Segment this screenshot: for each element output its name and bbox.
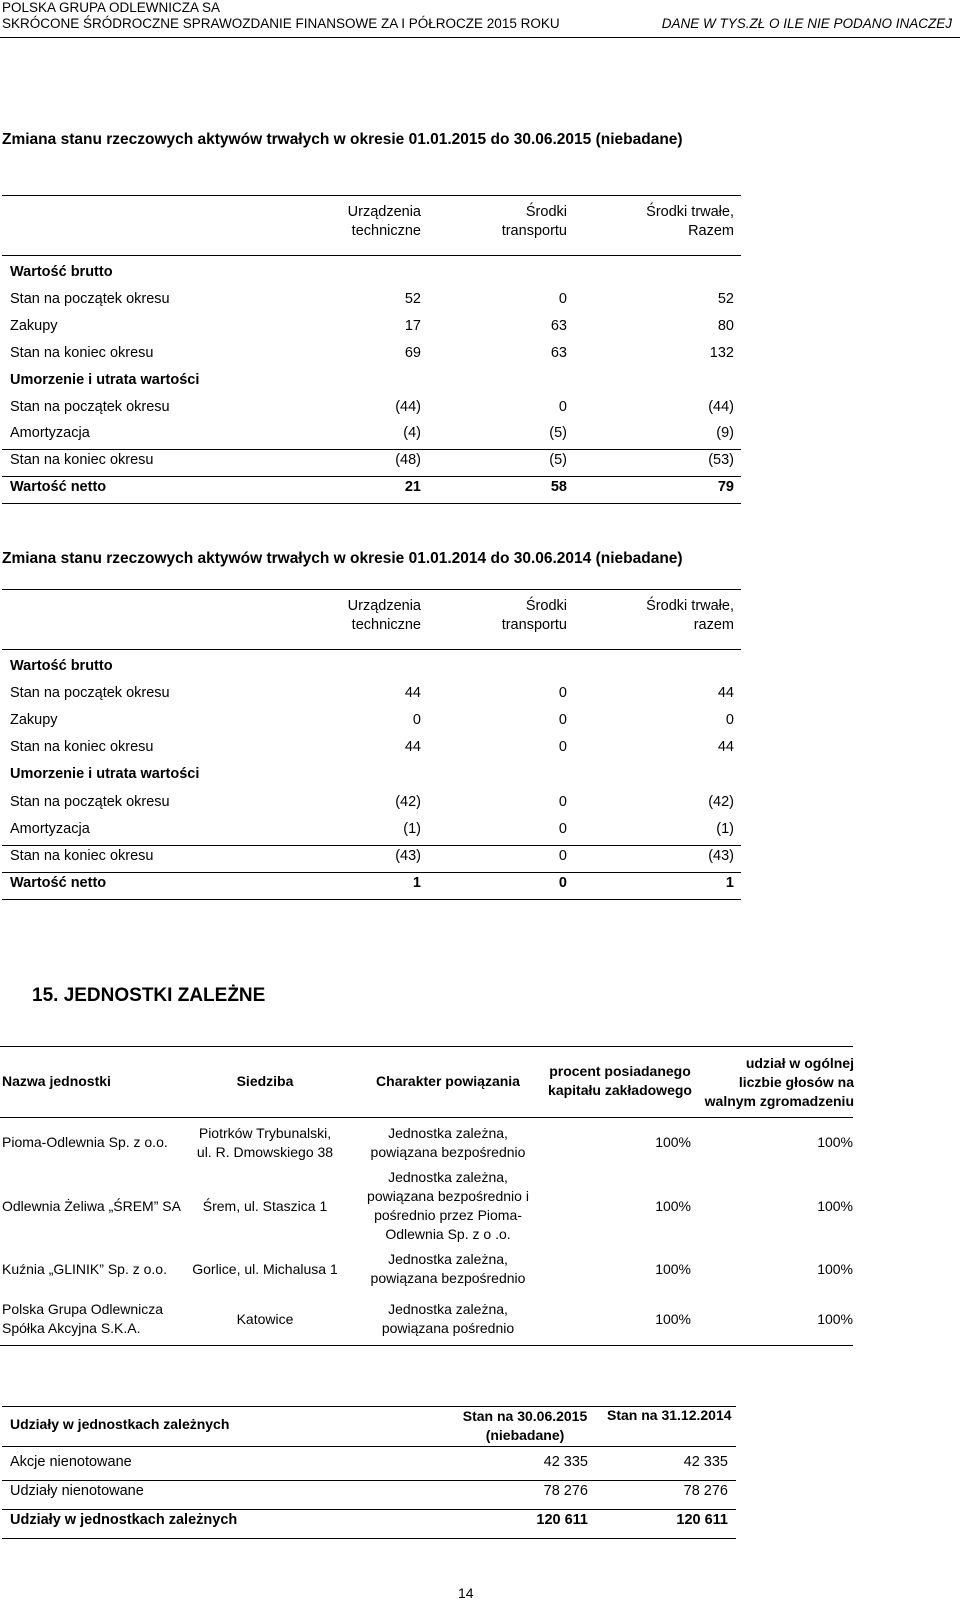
page-number: 14	[458, 1585, 474, 1601]
row-label: Akcje nienotowane	[10, 1454, 132, 1470]
row-value: 1	[412, 874, 421, 891]
row-value: 78 276	[543, 1483, 588, 1499]
row-rule	[2, 872, 741, 873]
table2-col-transport: Środki transportu	[501, 598, 567, 633]
sub-row4-name: Polska Grupa Odlewnicza Spółka Akcyjna S.K.A.	[2, 1301, 164, 1336]
row-rule	[2, 845, 741, 846]
row-rule	[2, 503, 741, 504]
row-value: 0	[558, 290, 567, 307]
row-value: 0	[558, 793, 567, 810]
row-label: Stan na koniec okresu	[10, 452, 154, 469]
section-heading: 15. JEDNOSTKI ZALEŻNE	[32, 985, 266, 1006]
row-value: 52	[404, 290, 421, 307]
row-label: Amortyzacja	[10, 820, 90, 837]
row-value: 0	[558, 820, 567, 837]
row-value: 80	[717, 317, 734, 334]
row-value: (5)	[549, 425, 567, 442]
row-value: (5)	[549, 452, 567, 469]
table1-col-total: Środki trwałe, Razem	[646, 204, 734, 239]
row-label: Udziały nienotowane	[10, 1483, 144, 1499]
row-label: Zakupy	[10, 317, 58, 334]
row-value: (9)	[716, 425, 734, 442]
table3-col-2015: Stan na 30.06.2015 (niebadane)	[462, 1408, 588, 1443]
row-value: 17	[404, 317, 421, 334]
sub-col-seat: Siedziba	[236, 1073, 294, 1089]
table1-head-rule	[2, 255, 741, 256]
row-value: (48)	[395, 452, 421, 469]
sub-row4-relation: Jednostka zależna, powiązana pośrednio	[381, 1301, 515, 1336]
row-value: 0	[558, 712, 567, 729]
sub-row3-relation: Jednostka zależna, powiązana bezpośrednio	[370, 1251, 526, 1286]
table2-col-devices: Urządzenia techniczne	[347, 598, 421, 633]
row-label: Wartość netto	[10, 874, 107, 891]
row-value: 1	[725, 874, 734, 891]
row-label: Udziały w jednostkach zależnych	[10, 1512, 238, 1528]
table3-title: Udziały w jednostkach zależnych	[10, 1416, 230, 1432]
row-value: (44)	[708, 398, 734, 415]
sub-row2-capital: 100%	[655, 1198, 691, 1214]
row-value: 44	[717, 739, 734, 756]
sub-col-name: Nazwa jednostki	[2, 1073, 111, 1089]
sub-row3-seat: Gorlice, ul. Michalusa 1	[192, 1261, 338, 1277]
sub-row3-capital: 100%	[655, 1261, 691, 1277]
row-value: (1)	[403, 820, 421, 837]
table3-head-rule	[2, 1446, 736, 1447]
sub-row4-seat: Katowice	[236, 1311, 294, 1327]
row-value: (4)	[403, 425, 421, 442]
sub-row1-relation: Jednostka zależna, powiązana bezpośrednio	[370, 1125, 526, 1160]
row-value: (1)	[716, 820, 734, 837]
row-value: 0	[558, 739, 567, 756]
sub-row1-name: Pioma-Odlewnia Sp. z o.o.	[2, 1134, 168, 1150]
row-label: Stan na początek okresu	[10, 685, 170, 702]
row-value: 69	[404, 344, 421, 361]
sub-row2-name: Odlewnia Żeliwa „ŚREM” SA	[2, 1198, 181, 1214]
row-value: 120 611	[536, 1512, 588, 1528]
row-value: (42)	[395, 793, 421, 810]
row-value: (44)	[395, 398, 421, 415]
sub-row2-votes: 100%	[817, 1198, 853, 1214]
sub-row1-votes: 100%	[817, 1134, 853, 1150]
sub-row3-votes: 100%	[817, 1261, 853, 1277]
row-label: Wartość brutto	[10, 264, 113, 280]
row-label: Stan na koniec okresu	[10, 847, 154, 864]
table3-col-2014: Stan na 31.12.2014	[607, 1407, 732, 1423]
row-value: (43)	[708, 847, 734, 864]
row-label: Stan na koniec okresu	[10, 344, 154, 361]
row-label: Stan na początek okresu	[10, 290, 170, 307]
row-value: 0	[412, 712, 421, 729]
row-value: 132	[709, 344, 734, 361]
row-value: 44	[404, 685, 421, 702]
sub-row2-relation: Jednostka zależna, powiązana bezpośrednio i pośrednio przez Pioma- Odlewnia Sp. z o .o.	[367, 1169, 529, 1242]
table1-col-transport: Środki transportu	[501, 204, 567, 239]
row-value: (43)	[395, 847, 421, 864]
row-value: 79	[717, 479, 734, 496]
row-label: Stan na początek okresu	[10, 398, 170, 415]
sub-row3-name: Kuźnia „GLINIK” Sp. z o.o.	[2, 1261, 167, 1277]
sub-row4-votes: 100%	[817, 1311, 853, 1327]
table2-top-rule	[2, 589, 741, 590]
row-label: Stan na koniec okresu	[10, 739, 154, 756]
row-label: Wartość brutto	[10, 658, 113, 674]
row-value: 120 611	[676, 1512, 728, 1528]
row-value: 63	[550, 317, 567, 334]
row-value: 42 335	[543, 1454, 588, 1470]
row-value: 0	[558, 874, 567, 891]
row-value: 44	[717, 685, 734, 702]
row-value: 63	[550, 344, 567, 361]
row-label: Umorzenie i utrata wartości	[10, 371, 200, 388]
row-value: 0	[558, 847, 567, 864]
row-value: (53)	[708, 452, 734, 469]
row-label: Zakupy	[10, 712, 58, 729]
row-value: 42 335	[683, 1454, 728, 1470]
row-label: Wartość netto	[10, 479, 107, 496]
table1-title: Zmiana stanu rzeczowych aktywów trwałych w okresie 01.01.2015 do 30.06.2015 (niebadane)	[2, 131, 683, 148]
row-value: 44	[404, 739, 421, 756]
row-value: 0	[558, 685, 567, 702]
row-value: 0	[725, 712, 734, 729]
sub-head-rule	[0, 1117, 853, 1118]
sub-row1-seat: Piotrków Trybunalski, ul. R. Dmowskiego 38	[196, 1125, 334, 1160]
sub-top-rule	[0, 1046, 853, 1047]
company-name: POLSKA GRUPA ODLEWNICZA SA	[2, 0, 221, 15]
row-value: 0	[558, 398, 567, 415]
table1-col-devices: Urządzenia techniczne	[347, 204, 421, 239]
table2-col-total: Środki trwałe, razem	[646, 598, 734, 633]
sub-row4-capital: 100%	[655, 1311, 691, 1327]
sub-col-relation: Charakter powiązania	[376, 1073, 520, 1089]
sub-row1-capital: 100%	[655, 1134, 691, 1150]
sub-row2-seat: Śrem, ul. Staszica 1	[202, 1198, 328, 1214]
row-value: 21	[404, 479, 421, 496]
row-rule	[2, 1509, 736, 1510]
table1-top-rule	[2, 195, 741, 196]
row-rule	[2, 476, 741, 477]
row-rule	[2, 1480, 736, 1481]
row-label: Stan na początek okresu	[10, 793, 170, 810]
report-title: SKRÓCONE ŚRÓDROCZNE SPRAWOZDANIE FINANSOWE ZA I PÓŁROCZE 2015 ROKU	[2, 16, 560, 31]
row-value: 58	[550, 479, 567, 496]
row-value: 78 276	[683, 1483, 728, 1499]
row-value: 52	[717, 290, 734, 307]
sub-col-votes: udział w ogólnej liczbie głosów na walnym zgromadzeniu	[704, 1055, 854, 1109]
table2-title: Zmiana stanu rzeczowych aktywów trwałych w okresie 01.01.2014 do 30.06.2014 (niebadane)	[2, 550, 683, 567]
row-rule	[2, 1538, 736, 1539]
row-label: Amortyzacja	[10, 425, 90, 442]
header-rule	[0, 37, 960, 38]
row-rule	[2, 449, 741, 450]
table2-head-rule	[2, 649, 741, 650]
units-note: DANE W TYS.ZŁ O ILE NIE PODANO INACZEJ	[661, 16, 952, 31]
row-rule	[2, 899, 741, 900]
sub-col-capital: procent posiadanego kapitału zakładowego	[548, 1063, 692, 1098]
row-value: (42)	[708, 793, 734, 810]
row-label: Umorzenie i utrata wartości	[10, 766, 200, 783]
sub-bottom-rule	[0, 1345, 853, 1346]
